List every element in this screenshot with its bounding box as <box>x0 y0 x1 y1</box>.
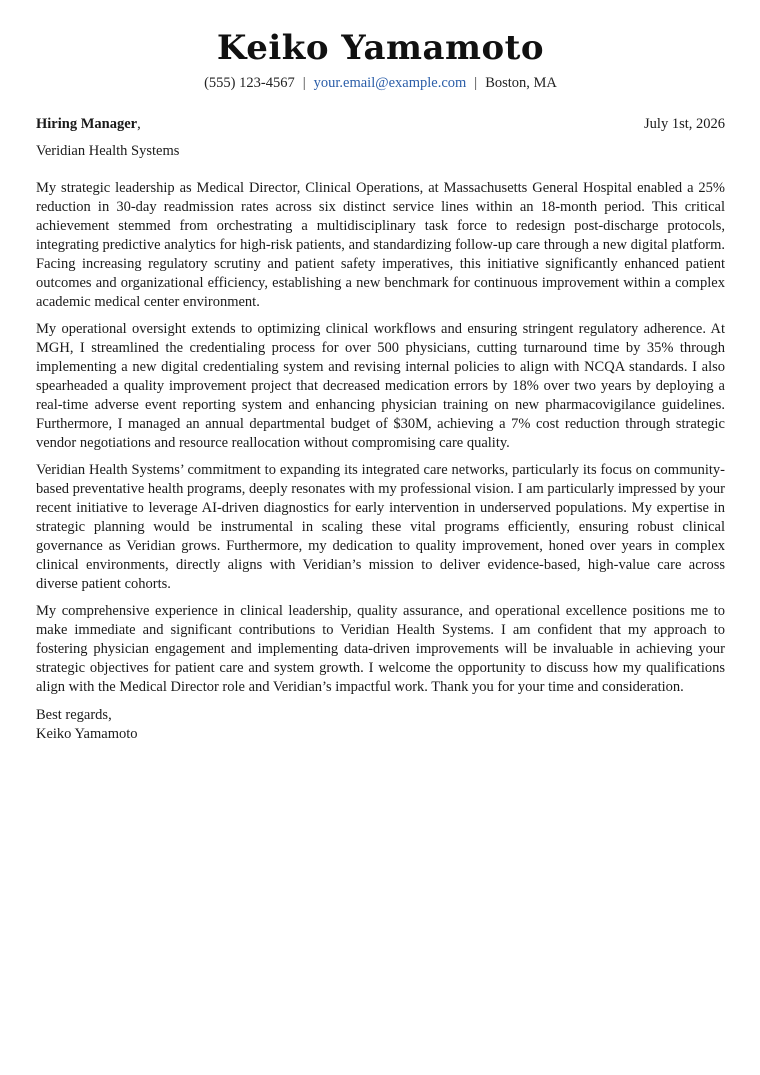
email-link[interactable]: your.email@example.com <box>313 75 467 91</box>
letter-body <box>36 179 725 697</box>
letter-closing <box>36 706 725 744</box>
recipient-organization: Veridian Health Systems <box>36 143 180 159</box>
salutation <box>36 115 141 133</box>
contact-separator: | <box>302 75 306 91</box>
signature-name: Keiko Yamamoto <box>36 726 138 742</box>
body-paragraph: My operational oversight extends to optimizing clinical workflows and ensuring stringent regulatory adherence. At MGH, I streamlined the credentialing process for over 500 physicians, cutting turnaround time by 35% through implementing a new digital credentialing system and revising internal policies to align with NCQA standards. I also spearheaded a quality improvement project that decreased medication errors by 18% over two years by deploying a real-time adverse event reporting system and enhancing physician training on new pharmacovigilance guidelines. Furthermore, I managed an annual departmental budget of $30M, achieving a 7% cost reduction through strategic vendor negotiations and resource reallocation without compromising care quality. <box>36 321 725 451</box>
contact-separator: | <box>474 75 478 91</box>
applicant-name: Keiko Yamamoto <box>216 28 545 68</box>
body-paragraph: My strategic leadership as Medical Director, Clinical Operations, at Massachusetts General Hospital enabled a 25% reduction in 30-day readmission rates across six distinct service lines within an 18-month period. This critical achievement stemmed from orchestrating a multidisciplinary task force to redesign post-discharge protocols, integrating predictive analytics for high-risk patients, and standardizing follow-up care through a new digital platform. Facing increasing regulatory scrutiny and patient safety imperatives, this initiative significantly enhanced patient outcomes and organizational efficiency, establishing a new benchmark for continuous improvement within a complex academic medical center environment. <box>36 180 725 310</box>
letter-date: July 1st, 2026 <box>644 116 725 132</box>
body-paragraph: My comprehensive experience in clinical leadership, quality assurance, and operational excellence positions me to make immediate and significant contributions to Veridian Health Systems. I am confident that my approach to fostering physician engagement and implementing data-driven improvements will be invaluable in achieving your strategic objectives for patient care and system growth. I welcome the opportunity to discuss how my qualifications align with the Medical Director role and Veridian’s impactful work. Thank you for your time and consideration. <box>36 603 725 695</box>
phone-number: (555) 123-4567 <box>204 75 295 91</box>
valediction: Best regards, <box>36 707 112 723</box>
salutation-row <box>36 115 725 133</box>
contact-line <box>36 74 725 92</box>
body-paragraph: Veridian Health Systems’ commitment to expanding its integrated care networks, particularly its focus on community-based preventative health programs, deeply resonates with my professional vision. I am particularly impressed by your recent initiative to leverage AI-driven diagnostics for early intervention in underserved populations. My expertise in strategic planning would be instrumental in scaling these vital programs efficiently, ensuring robust clinical governance as Veridian grows. Furthermore, my dedication to quality improvement, honed over years in complex clinical environments, directly aligns with Veridian’s mission to deliver evidence-based, high-value care across diverse patient cohorts. <box>36 462 725 592</box>
recipient-name: Hiring Manager <box>36 116 138 132</box>
location: Boston, MA <box>485 75 557 91</box>
cover-letter-page <box>36 0 725 744</box>
salutation-punctuation: , <box>137 116 141 132</box>
